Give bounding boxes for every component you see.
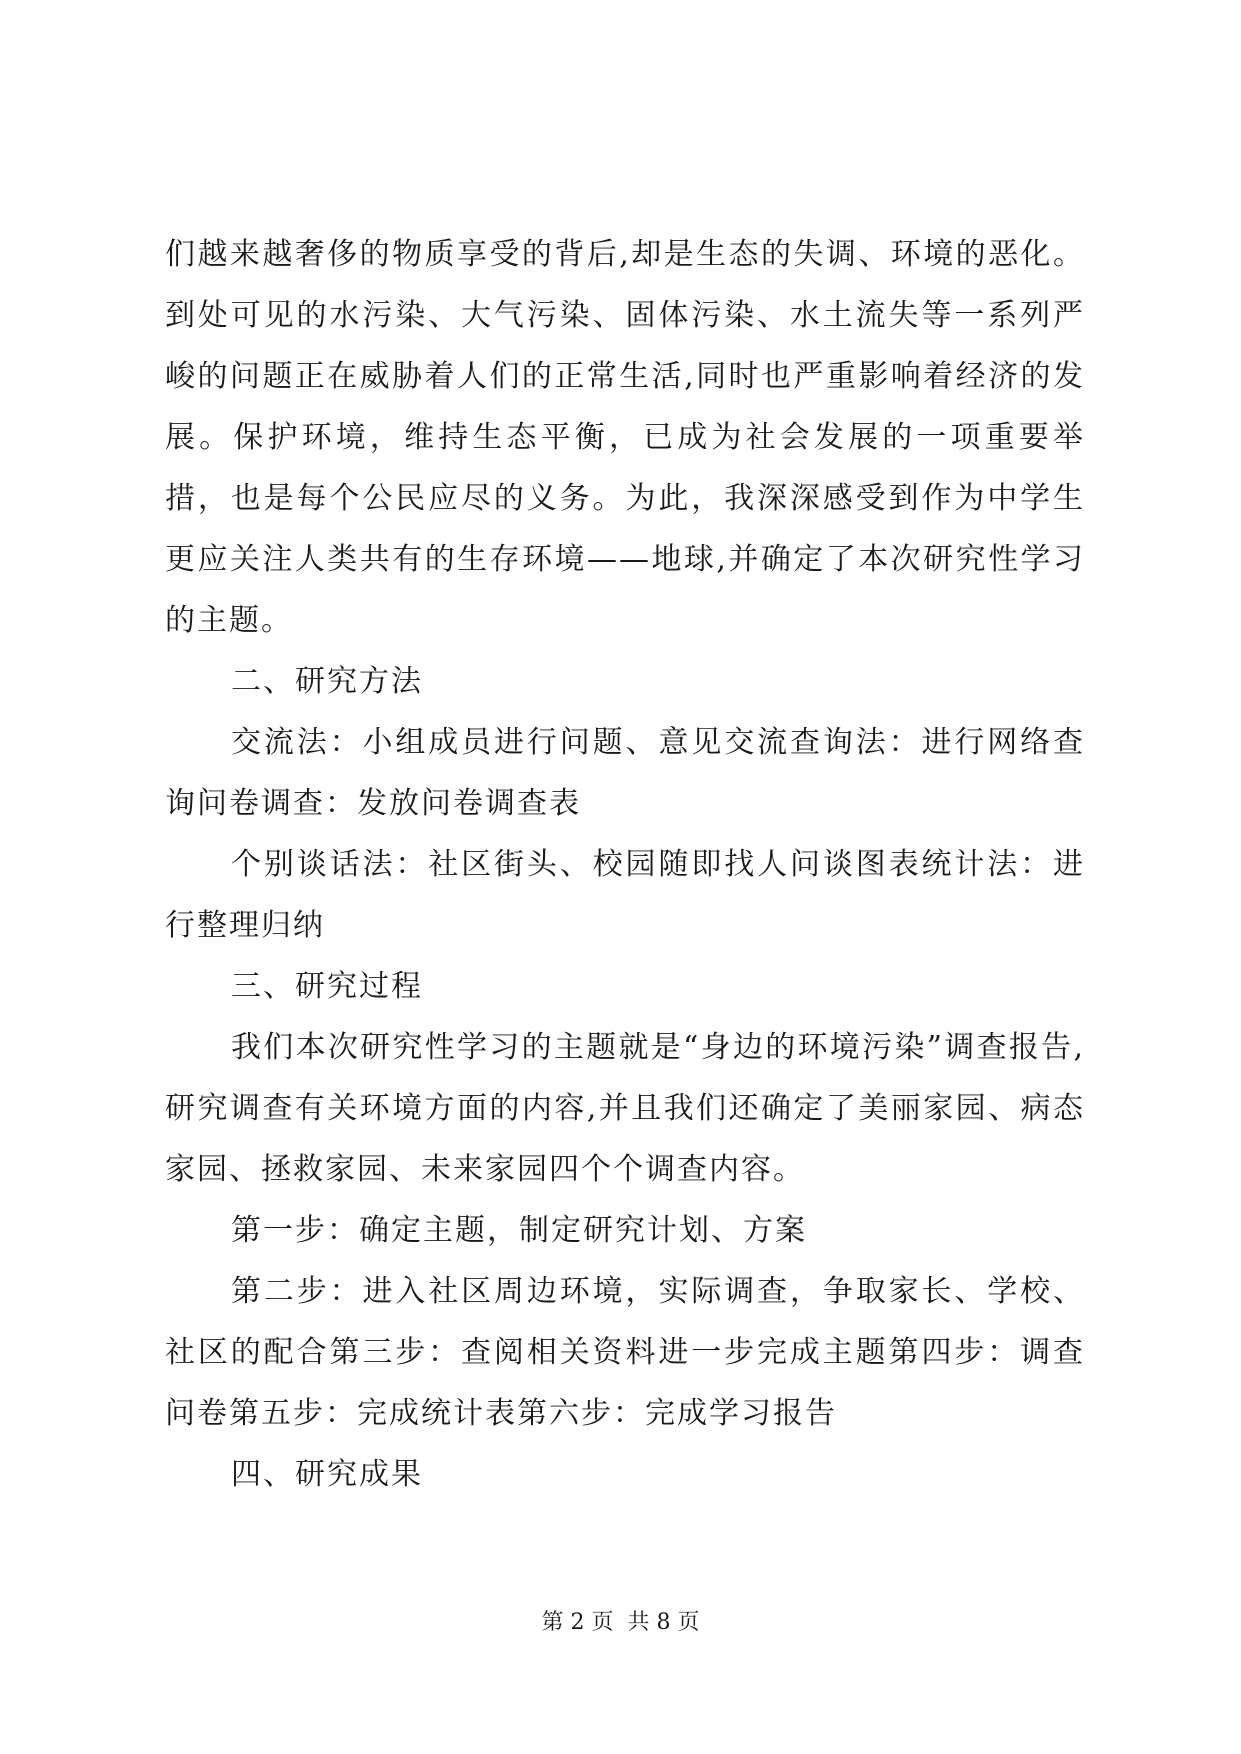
section-heading-process: 三、研究过程 [231, 969, 423, 1004]
section-heading-results: 四、研究成果 [231, 1457, 423, 1492]
intro-paragraph: 们越来越奢侈的物质享受的背后,却是生态的失调、环境的恶化。到处可见的水污染、大气污染、固体污染、水土流失等一系列严峻的问题正在威胁着人们的正常生活,同时也严重影响着经济的发展。保护环境，维持生态平衡，已成为社会发展的一项重要举措，也是每个公民应尽的义务。为此，我深深感受到作为中学生更应关注人类共有的生存环境——地球,并确定了本次研究性学习的主题。 [165, 237, 1085, 638]
page-number-label: 第 2 页 共 8 页 [541, 1610, 700, 1635]
page-footer [0, 1608, 1241, 1638]
step-two-paragraph: 第二步：进入社区周边环境，实际调查，争取家长、学校、社区的配合第三步：查阅相关资料进一步完成主题第四步：调查问卷第五步：完成统计表第六步：完成学习报告 [165, 1274, 1085, 1431]
section-heading-methods: 二、研究方法 [231, 664, 423, 699]
methods-paragraph-1: 交流法：小组成员进行问题、意见交流查询法：进行网络查询问卷调查：发放问卷调查表 [165, 725, 1085, 821]
process-paragraph: 我们本次研究性学习的主题就是“身边的环境污染”调查报告,研究调查有关环境方面的内容,并且我们还确定了美丽家园、病态家园、拯救家园、未来家园四个个调查内容。 [165, 1030, 1085, 1187]
step-one-paragraph: 第一步：确定主题，制定研究计划、方案 [231, 1213, 807, 1248]
document-body [165, 224, 1085, 1505]
methods-paragraph-2: 个别谈话法：社区街头、校园随即找人问谈图表统计法：进行整理归纳 [165, 847, 1085, 943]
